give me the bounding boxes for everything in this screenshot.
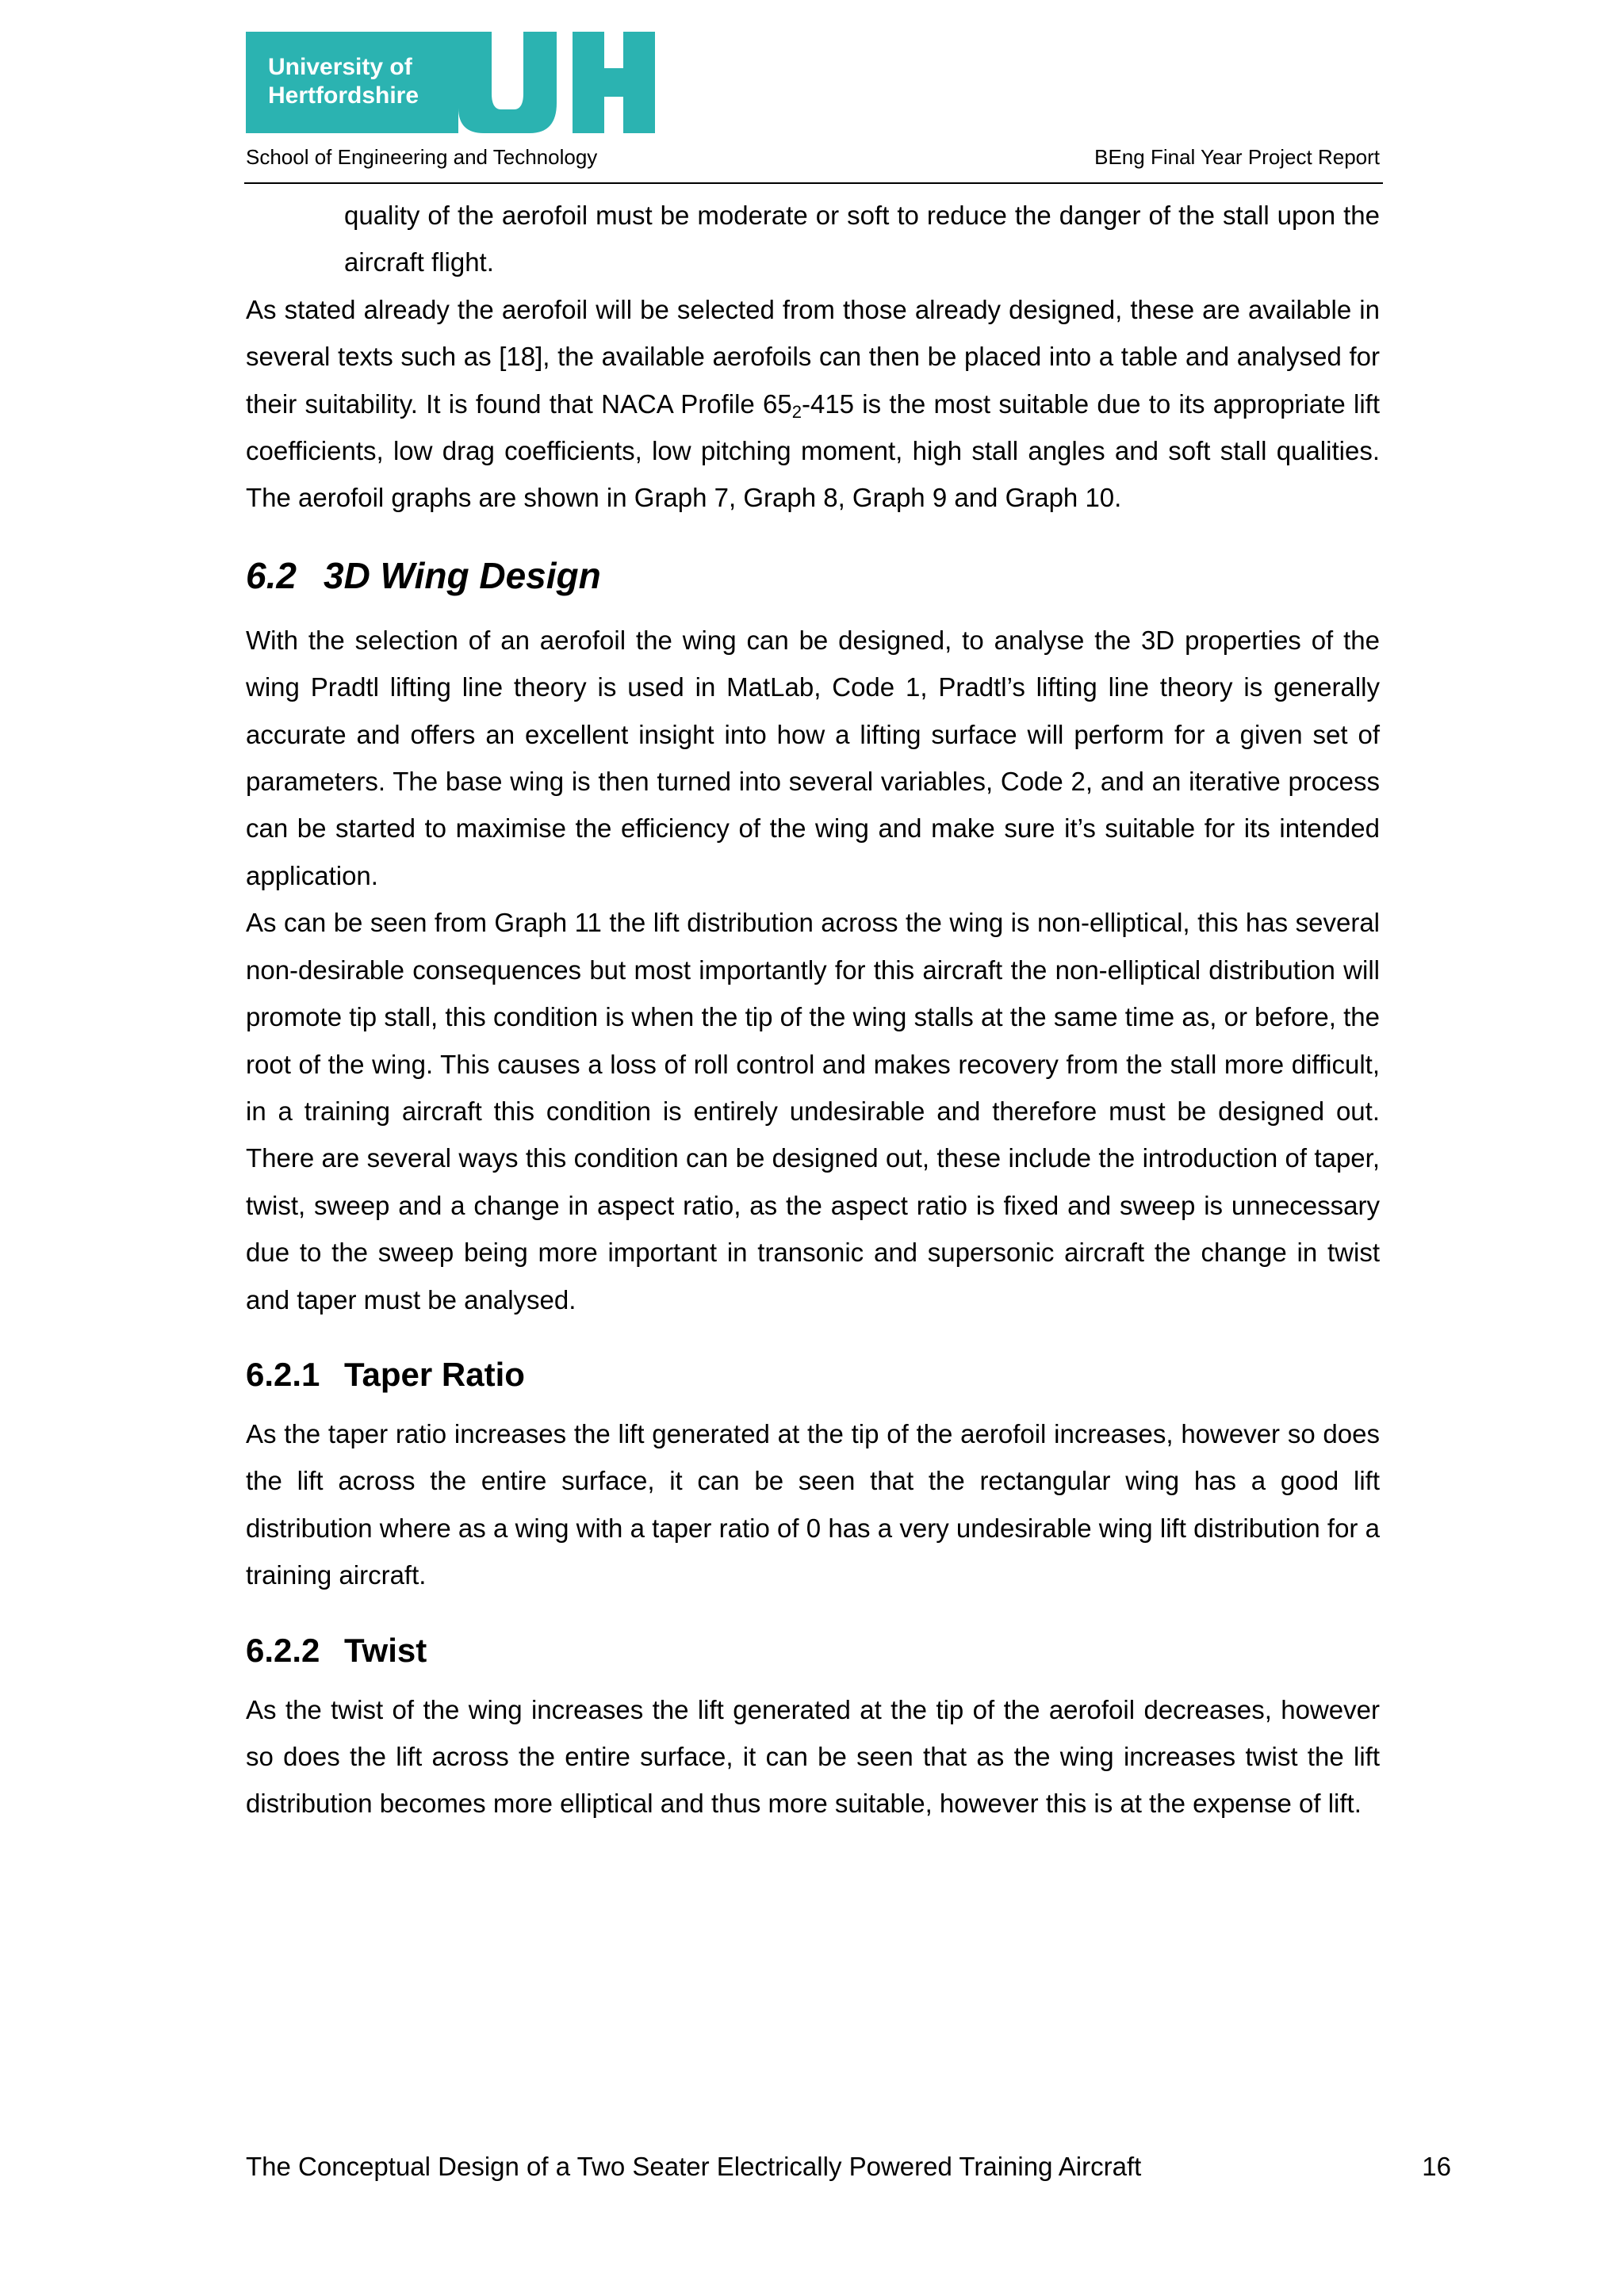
footer-document-title: The Conceptual Design of a Two Seater Electrically Powered Training Aircraft — [246, 2152, 1142, 2181]
paragraph-continuation: quality of the aerofoil must be moderate or soft to reduce the danger of the stall upon the aircraft flight. — [344, 201, 1380, 277]
svg-text:University of — [268, 54, 413, 80]
section-number: 6.2 — [246, 554, 297, 596]
page-number: 16 — [1422, 2152, 1451, 2181]
university-logo — [246, 32, 658, 133]
svg-text:Hertfordshire — [268, 82, 419, 109]
section-heading-6-2 — [246, 552, 1380, 599]
subscript: 2 — [791, 401, 802, 422]
header-school: School of Engineering and Technology — [246, 145, 598, 169]
logo-line-1: University of — [268, 54, 412, 80]
section-title: 3D Wing Design — [324, 554, 601, 596]
paragraph-wing-design: With the selection of an aerofoil the wing can be designed, to analyse the 3D properties of the wing Pradtl lifting line theory is used in MatLab, Code 1, Pradtl’s lifting line theory is generally accurate and offers an excellent insight into how a lifting surface will perform for a given set of parameters. The base wing is then turned into several variables, Code 2, and an iterative process can be started to maximise the efficiency of the wing and make sure it’s suitable for its intended application. — [246, 625, 1380, 890]
paragraph-taper-ratio: As the taper ratio increases the lift generated at the tip of the aerofoil increases, however so does the lift across the entire surface, it can be seen that the rectangular wing has a good lift distribution where as a wing with a taper ratio of 0 has a very undesirable wing lift distribution for a training aircraft. — [246, 1418, 1380, 1590]
section-number: 6.2.2 — [246, 1631, 320, 1669]
main-content — [246, 192, 1380, 1827]
paragraph-twist: As the twist of the wing increases the lift generated at the tip of the aerofoil decreases, however so does the lift across the entire surface, it can be seen that as the wing increases twist the lift distribution becomes more elliptical and thus more suitable, however this is at the expense of lift. — [246, 1694, 1380, 1819]
logo-line-2: Hertfordshire — [268, 82, 419, 109]
section-heading-6-2-1 — [246, 1352, 1380, 1398]
section-heading-6-2-2 — [246, 1628, 1380, 1674]
paragraph-lift-distribution: As can be seen from Graph 11 the lift distribution across the wing is non-elliptical, this has several non-desirable consequences but most importantly for this aircraft the non-elliptical distribution will promote tip stall, this condition is when the tip of the wing stalls at the same time as, or before, the root of the wing. This causes a loss of roll control and makes recovery from the stall more difficult, in a training aircraft this condition is entirely undesirable and therefore must be designed out. There are several ways this condition can be designed out, these include the introduction of taper, twist, sweep and a change in aspect ratio, as the aspect ratio is fixed and sweep is unnecessary due to the sweep being more important in transonic and supersonic aircraft the change in twist and taper must be analysed. — [246, 908, 1380, 1314]
paragraph-text-part-1: As stated already the aerofoil will be selected from those already designed, these are available in several texts such as [18], the available aerofoils can then be placed into a table and analysed for their suitability. It is found that NACA Profile 65 — [246, 294, 1380, 419]
section-number: 6.2.1 — [246, 1355, 320, 1393]
header-divider — [244, 182, 1383, 184]
uh-monogram-icon — [246, 32, 658, 133]
paragraph-aerofoil-selection — [246, 286, 1380, 522]
section-title: Twist — [344, 1631, 427, 1669]
section-title: Taper Ratio — [344, 1355, 525, 1393]
header-report-type: BEng Final Year Project Report — [1094, 145, 1380, 169]
paragraph-text-part-2: -415 is the most suitable due to its appropriate lift coefficients, low drag coefficients, low pitching moment, high stall angles and soft stall qualities. The aerofoil graphs are shown in Graph 7, Graph 8, Graph 9 and Graph 10. — [246, 388, 1380, 513]
